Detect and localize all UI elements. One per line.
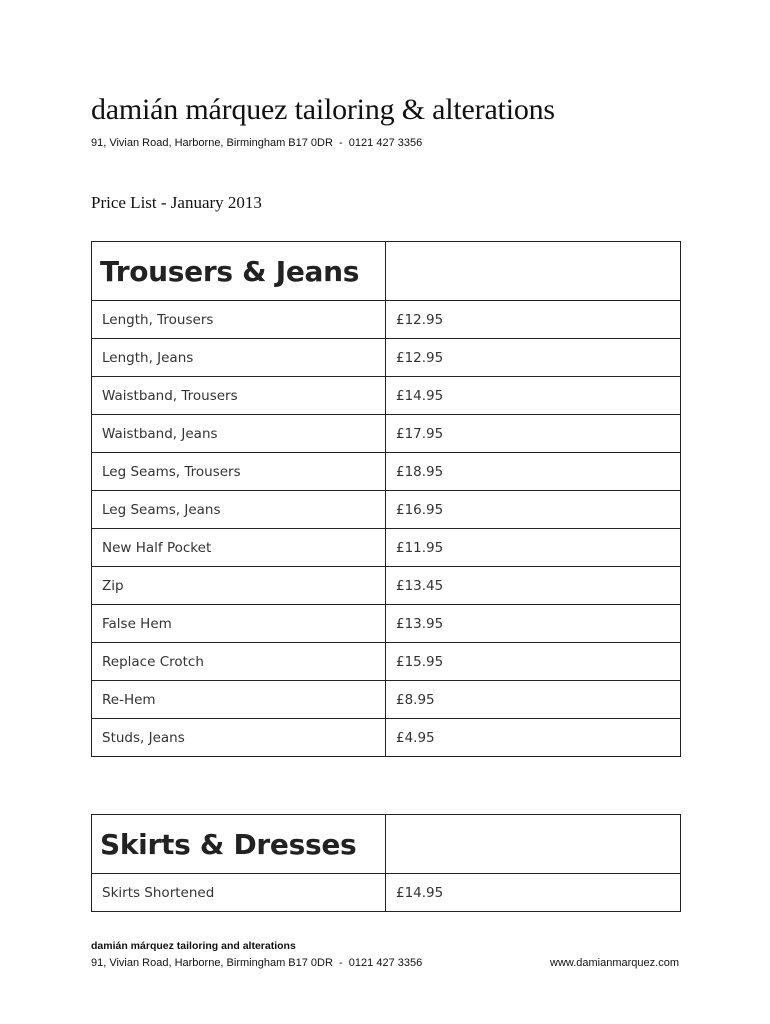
- item-price: £14.95: [386, 874, 681, 912]
- item-price: £15.95: [386, 643, 681, 681]
- item-name: Skirts Shortened: [92, 874, 386, 912]
- footer-website: www.damianmarquez.com: [550, 957, 679, 969]
- item-price: £14.95: [386, 377, 681, 415]
- item-price: £8.95: [386, 681, 681, 719]
- table-row: [92, 681, 681, 719]
- table-row: [92, 567, 681, 605]
- item-price: £16.95: [386, 491, 681, 529]
- item-name: Leg Seams, Jeans: [92, 491, 386, 529]
- item-price: £13.95: [386, 605, 681, 643]
- table-row: [92, 605, 681, 643]
- table-row: [92, 339, 681, 377]
- item-name: Length, Trousers: [92, 301, 386, 339]
- item-name: New Half Pocket: [92, 529, 386, 567]
- item-name: Zip: [92, 567, 386, 605]
- item-name: Waistband, Trousers: [92, 377, 386, 415]
- price-list-title: Price List - January 2013: [91, 193, 262, 212]
- header-address: 91, Vivian Road, Harborne, Birmingham B17 0DR - 0121 427 3356: [91, 137, 423, 149]
- section-header-empty-cell: [386, 242, 681, 301]
- item-price: £12.95: [386, 339, 681, 377]
- item-price: £17.95: [386, 415, 681, 453]
- item-name: False Hem: [92, 605, 386, 643]
- footer-address: 91, Vivian Road, Harborne, Birmingham B17 0DR - 0121 427 3356: [91, 957, 423, 969]
- item-price: £4.95: [386, 719, 681, 757]
- item-name: Length, Jeans: [92, 339, 386, 377]
- table-row: [92, 453, 681, 491]
- item-name: Leg Seams, Trousers: [92, 453, 386, 491]
- item-name: Studs, Jeans: [92, 719, 386, 757]
- table-row: [92, 529, 681, 567]
- table-row: [92, 415, 681, 453]
- table-row: [92, 301, 681, 339]
- table-row: [92, 377, 681, 415]
- item-price: £11.95: [386, 529, 681, 567]
- table-row: [92, 719, 681, 757]
- section-header-row: [92, 815, 681, 874]
- item-name: Re-Hem: [92, 681, 386, 719]
- section-header-row: [92, 242, 681, 301]
- section-title: Skirts & Dresses: [92, 815, 386, 874]
- footer-business-name: damián márquez tailoring and alterations: [91, 940, 296, 952]
- table-row: [92, 874, 681, 912]
- section-title: Trousers & Jeans: [92, 242, 386, 301]
- item-name: Waistband, Jeans: [92, 415, 386, 453]
- table-row: [92, 643, 681, 681]
- item-price: £12.95: [386, 301, 681, 339]
- skirts-dresses-table: [91, 814, 681, 912]
- item-name: Replace Crotch: [92, 643, 386, 681]
- section-header-empty-cell: [386, 815, 681, 874]
- trousers-jeans-table: [91, 241, 681, 757]
- page-title: damián márquez tailoring & alterations: [91, 93, 555, 126]
- item-price: £18.95: [386, 453, 681, 491]
- item-price: £13.45: [386, 567, 681, 605]
- table-row: [92, 491, 681, 529]
